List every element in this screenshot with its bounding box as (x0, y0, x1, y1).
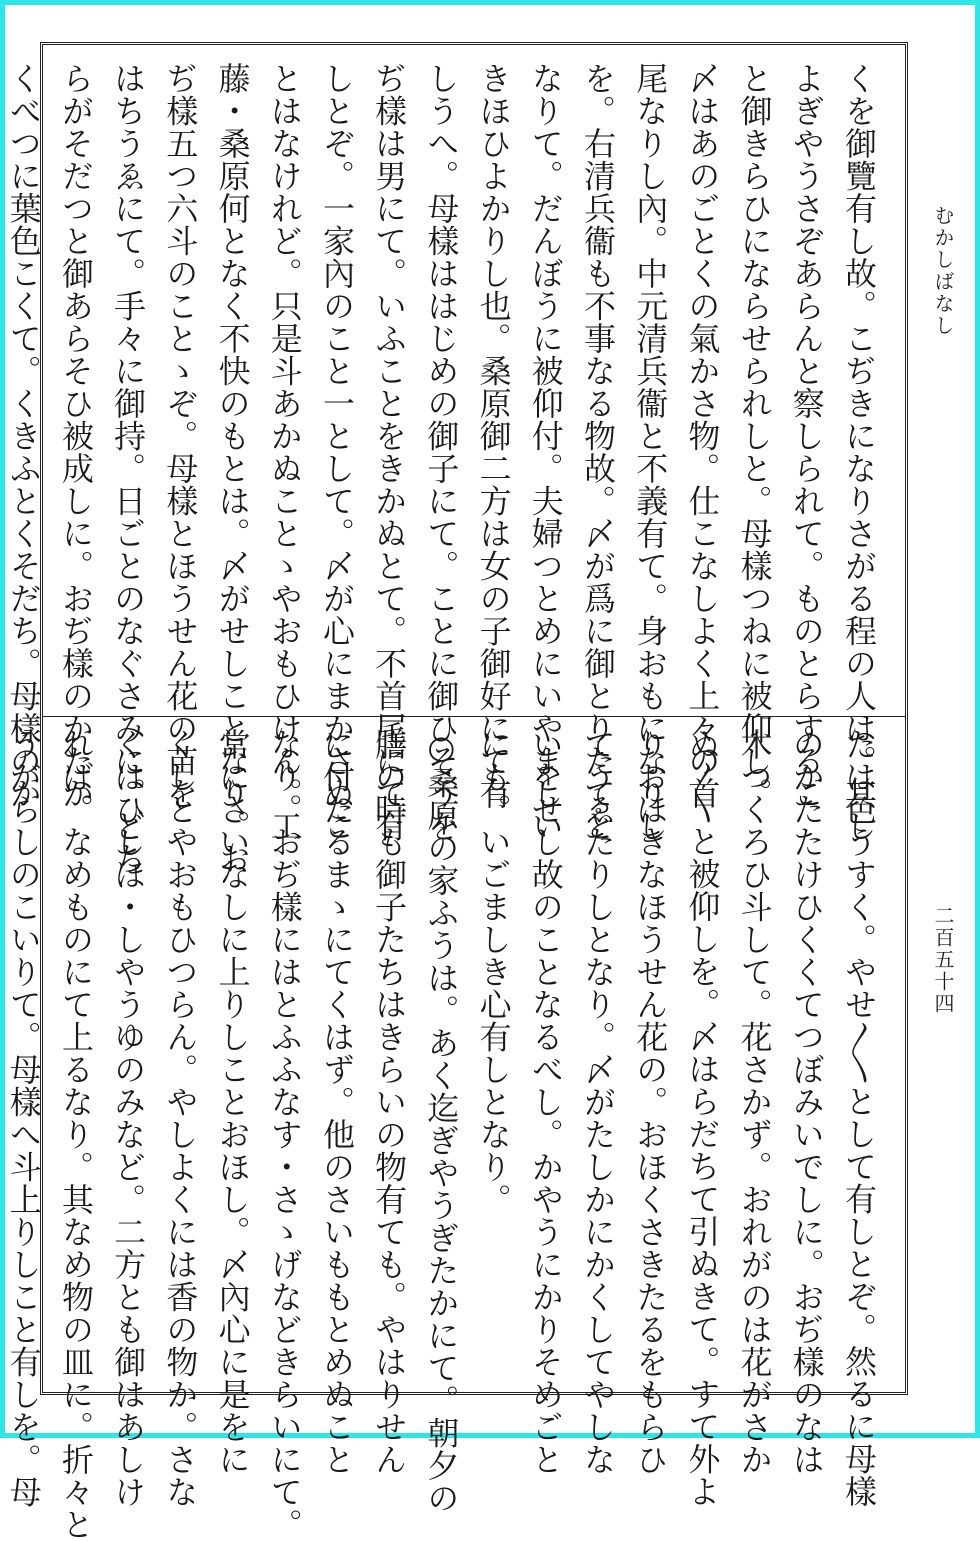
text-column: てうゑたりしとなり。〆がたしかにかくしてやしな (578, 728, 617, 1476)
text-column: なりて。だんぼうに被仰付。夫婦つとめにいやましい (526, 62, 565, 842)
text-column: ○桑原の家ふうは。あく迄ぎやうぎたかにて。朝夕の (422, 728, 461, 1514)
text-column: のかたたけひくくてつぼみいでしに。おぢ樣のなは (787, 728, 826, 1476)
text-column: くしとやおもひつらん。やしよくには香の物か。さな (161, 728, 200, 1508)
text-column: 藤・桑原何となく不快のもとは。〆がせしことなり。お (213, 62, 252, 875)
text-column: と御きらひにならせられしと。母樣つねに被仰し。 (735, 62, 774, 810)
text-column: ぢ樣は男にて。いふことをきかぬとて。不首尾にて有 (370, 62, 409, 842)
lower-text-block (0, 728, 885, 1541)
text-column: うがらしのこいりて。母樣へ斗上りしこと有しを。母 (4, 728, 43, 1508)
text-column: らがそだつと御あらそひ被成しに。おぢ樣のかたか (56, 62, 95, 810)
text-column: 膳の時も御子たちはきらいの物有ても。やはりせん (370, 728, 409, 1476)
text-column: 常にさいなしに上りしことおほし。〆內心に是をに (213, 728, 252, 1476)
text-column: とはなけれど。只是斗あかぬことゝやおもひけん。工 (265, 62, 304, 842)
text-column: いをせし故のことなるべし。かやうにかりそめごと (526, 728, 565, 1476)
text-column: たは色うすく。やせ〳〵として有しとぞ。然るに母樣 (840, 728, 878, 1508)
text-column: 〆はあのごとくの氣かさ物。仕こなしよく上々の首 (683, 62, 722, 810)
text-column: にも。いごましき心有しとなり。 (474, 728, 513, 1216)
text-column: に付たるまゝにてくはず。他のさいももとめぬこと (317, 728, 356, 1476)
text-column: よぎやうさぞあらんと察しられて。ものとらするこ (787, 62, 826, 810)
text-column: はちうゑにて。手々に御持。日ごとのなぐさみに。どち (109, 62, 148, 875)
text-column: くを御覽有し故。こぢきになりさがる程の人は。其し (840, 62, 878, 842)
text-column: しとぞ。一家內のこと一として。〆が心にまかさぬこ (317, 62, 356, 842)
text-column: くべつに葉色こくて。くきふとくそだち。母樣のか (4, 62, 43, 810)
text-column: ぢ樣五つ六斗のことゝぞ。母樣とほうせん花の苗を (161, 62, 200, 810)
text-column: 木つくろひ斗して。花さかず。おれがのは花がさか (735, 728, 774, 1476)
text-column: しうへ。母樣ははじめの御子にて。ことに御ひそうを (422, 62, 461, 842)
text-column: を。右清兵衞も不事なる物故。〆が爲に御とりたてと (578, 62, 617, 842)
page-number: 二百五十四 (931, 905, 955, 1015)
text-column: れば。なめものにて上るなり。其なめ物の皿に。折々と (56, 728, 95, 1541)
text-column: ぬ〳〵と被仰しを。〆はらだちて引ぬきて。すて外よ (683, 728, 722, 1508)
upper-text-block (0, 62, 885, 875)
text-column: きほひよかりし也。桑原御二方は女の子御好にて有 (474, 62, 513, 810)
text-column: くはひしほ・しやうゆのみなど。二方とも御はあしけ (109, 728, 148, 1508)
running-title: むかしばなし (931, 205, 955, 337)
text-column: 尾なりし內。中元清兵衞と不義有て。身おもになりし (631, 62, 670, 842)
text-column: りおほきなほうせん花の。おほくさきたるをもらひ (631, 728, 670, 1476)
text-column: なり。おぢ樣にはとふふなす・さゝげなどきらいにて。 (265, 728, 304, 1541)
